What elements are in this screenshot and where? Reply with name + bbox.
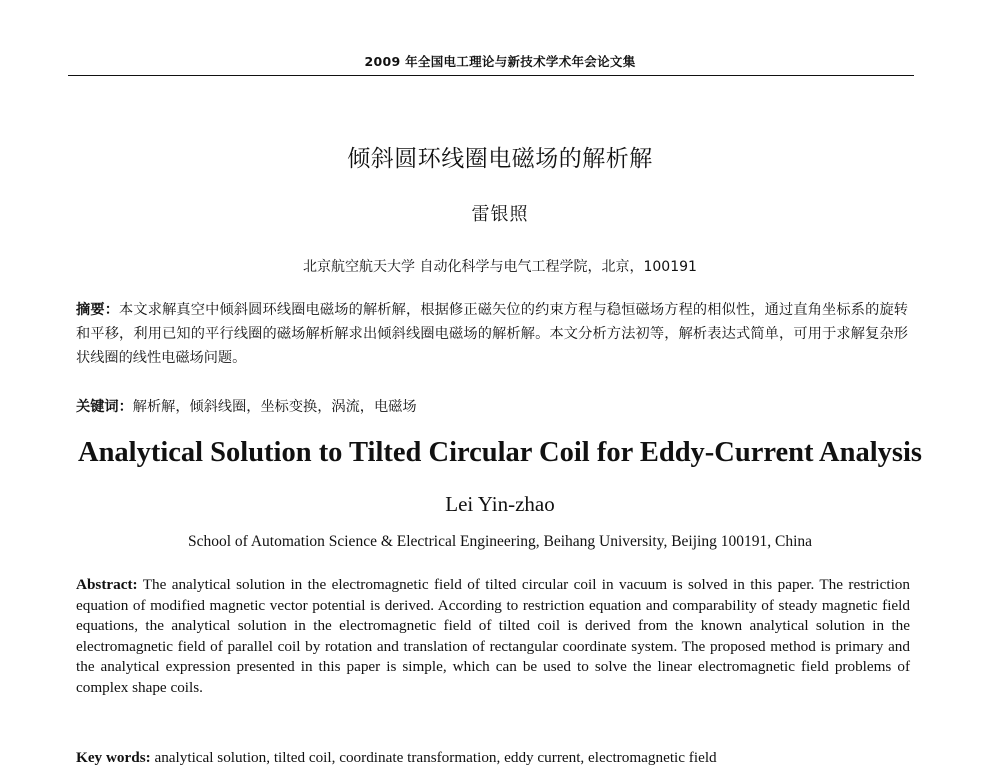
chinese-keywords-text: 解析解，倾斜线圈，坐标变换，涡流，电磁场 <box>132 399 417 415</box>
chinese-author: 雷银照 <box>471 204 529 225</box>
english-keywords <box>76 748 910 768</box>
header-divider <box>68 75 914 76</box>
english-abstract-label: Abstract: <box>76 576 138 593</box>
chinese-abstract <box>76 298 908 370</box>
english-abstract-text: The analytical solution in the electromagnetic field of tilted circular coil in vacuum is solved in this paper. The restriction equation of modified magnetic vector potential is derived. According to restriction equation and comparability of steady magnetic field equations, the analytical solution in the electromagnetic field of tilted coil is derived from the known analytical solution in the electromagnetic field of parallel coil by rotation and translation of rectangular coordinate system. The proposed method is primary and the analytical expression presented in this paper is simple, which can be used to solve the linear electromagnetic field problems of complex shape coils. <box>76 576 910 696</box>
english-abstract <box>76 575 910 698</box>
chinese-keywords <box>76 395 908 419</box>
english-affiliation: School of Automation Science & Electrical Engineering, Beihang University, Beijing 100191, China <box>187 533 813 550</box>
running-header: 2009 年全国电工理论与新技术学术年会论文集 <box>364 54 636 69</box>
chinese-abstract-label: 摘要： <box>76 302 120 318</box>
chinese-title: 倾斜圆环线圈电磁场的解析解 <box>347 146 653 172</box>
chinese-affiliation: 北京航空航天大学 自动化科学与电气工程学院，北京，100191 <box>303 259 697 275</box>
english-title: Analytical Solution to Tilted Circular Coil for Eddy-Current Analysis <box>77 437 923 468</box>
english-author: Lei Yin-zhao <box>445 492 555 516</box>
english-keywords-text: analytical solution, tilted coil, coordinate transformation, eddy current, electromagnetic field <box>150 749 717 766</box>
english-keywords-label: Key words: <box>76 749 151 766</box>
chinese-keywords-label: 关键词： <box>76 399 133 415</box>
chinese-abstract-text: 本文求解真空中倾斜圆环线圈电磁场的解析解，根据修正磁矢位的约束方程与稳恒磁场方程的相似性，通过直角坐标系的旋转和平移，利用已知的平行线圈的磁场解析解求出倾斜线圈电磁场的解析解。本文分析方法初等，解析表达式简单，可用于求解复杂形状线圈的线性电磁场问题。 <box>76 302 908 366</box>
